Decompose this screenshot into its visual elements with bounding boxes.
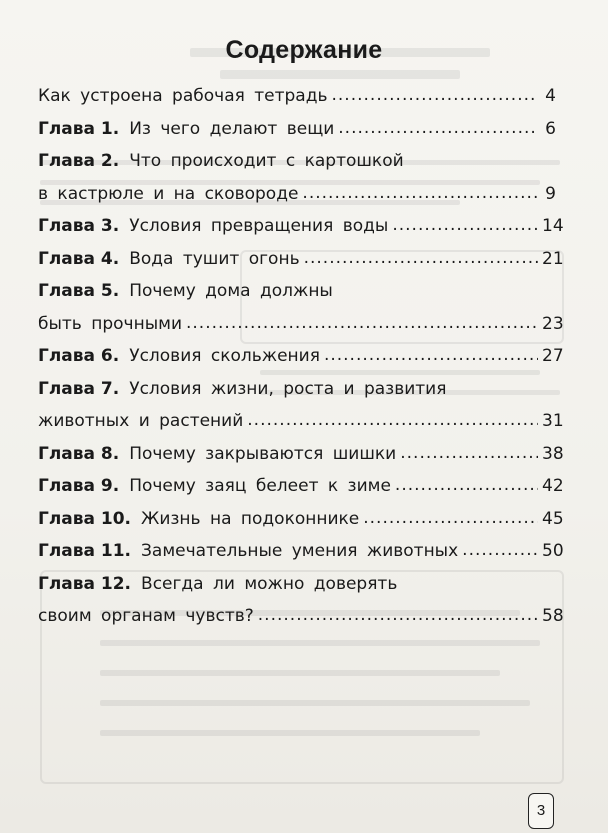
chapter-title: Условия жизни, роста и развития — [129, 378, 447, 399]
toc-line — [38, 470, 564, 503]
dot-leader — [304, 242, 538, 275]
chapter-label: Глава 8. — [38, 443, 120, 464]
toc-line — [38, 275, 556, 308]
toc-line — [38, 600, 564, 633]
toc-line — [38, 535, 564, 568]
toc-entry — [38, 145, 556, 210]
page-ref: 45 — [542, 508, 564, 529]
toc-entry — [38, 503, 564, 536]
toc-entry — [38, 470, 564, 503]
page-ref: 23 — [542, 313, 564, 334]
toc-line — [38, 405, 564, 438]
chapter-title: Жизнь на подоконнике — [141, 508, 360, 529]
dot-leader — [395, 469, 538, 502]
chapter-title: Всегда ли можно доверять — [141, 573, 398, 594]
chapter-title: Условия превращения воды — [129, 216, 389, 236]
chapter-title: Что происходит с картошкой — [129, 151, 404, 171]
page-ref: 9 — [545, 183, 556, 204]
page-ref: 42 — [542, 476, 564, 496]
toc-entry — [38, 210, 564, 243]
page-ref: 27 — [542, 346, 564, 366]
chapter-label: Глава 4. — [38, 248, 120, 269]
chapter-title: Замечательные умения животных — [141, 541, 459, 561]
toc-entry — [38, 80, 556, 113]
chapter-label: Глава 9. — [38, 476, 120, 496]
toc-entry — [38, 340, 564, 373]
toc-line — [38, 178, 556, 211]
page-ref: 50 — [542, 541, 564, 561]
dot-leader — [302, 177, 538, 210]
dot-leader — [258, 599, 538, 632]
dot-leader — [338, 112, 538, 145]
chapter-label: Глава 11. — [38, 541, 132, 561]
toc-entry — [38, 438, 564, 471]
chapter-title: своим органам чувств? — [38, 606, 254, 626]
chapter-title: Почему заяц белеет к зиме — [129, 476, 391, 496]
dot-leader — [363, 502, 538, 535]
toc-line — [38, 210, 564, 243]
dot-leader — [324, 339, 538, 372]
dot-leader — [462, 534, 538, 567]
dot-leader — [392, 209, 538, 242]
chapter-title: Условия скольжения — [129, 346, 320, 366]
toc-entry — [38, 568, 564, 633]
page-ref: 14 — [542, 216, 564, 236]
dot-leader — [247, 404, 538, 437]
toc-entry — [38, 373, 564, 438]
chapter-label: Глава 1. — [38, 118, 120, 139]
dot-leader — [400, 437, 538, 470]
dot-leader — [186, 307, 538, 340]
chapter-title: Вода тушит огонь — [129, 248, 300, 269]
page-ref: 6 — [545, 118, 556, 139]
toc-line — [38, 113, 556, 146]
page-number: 3 — [528, 793, 554, 829]
chapter-label: Глава 5. — [38, 281, 120, 301]
chapter-title: Почему дома должны — [129, 281, 333, 301]
chapter-title: животных и растений — [38, 411, 244, 431]
toc-line — [38, 80, 556, 113]
chapter-label: Глава 6. — [38, 346, 120, 366]
page-ref: 21 — [542, 248, 564, 269]
page-ref: 58 — [542, 606, 564, 626]
chapter-label: Глава 12. — [38, 573, 132, 594]
toc-line — [38, 373, 556, 406]
chapter-title: быть прочными — [38, 313, 182, 334]
dot-leader — [332, 79, 539, 112]
toc-entry — [38, 275, 564, 340]
toc-line — [38, 568, 556, 601]
toc-line — [38, 503, 564, 536]
page-ref: 4 — [545, 86, 556, 106]
chapter-title: Как устроена рабочая тетрадь — [38, 86, 328, 106]
page-ref: 38 — [542, 443, 564, 464]
page-title: Содержание — [225, 36, 383, 64]
toc-line — [38, 340, 564, 373]
chapter-label: Глава 7. — [38, 378, 120, 399]
toc-line — [38, 243, 564, 276]
chapter-title: Из чего делают вещи — [129, 118, 335, 139]
table-of-contents — [38, 80, 564, 633]
page-ref: 31 — [542, 411, 564, 431]
toc-line — [38, 438, 564, 471]
toc-line — [38, 308, 564, 341]
chapter-title: в кастрюле и на сковороде — [38, 183, 299, 204]
chapter-label: Глава 2. — [38, 151, 120, 171]
chapter-label: Глава 3. — [38, 216, 120, 236]
toc-entry — [38, 113, 556, 146]
toc-entry — [38, 535, 564, 568]
toc-entry — [38, 243, 564, 276]
toc-line — [38, 145, 556, 178]
chapter-label: Глава 10. — [38, 508, 132, 529]
chapter-title: Почему закрываются шишки — [129, 443, 397, 464]
